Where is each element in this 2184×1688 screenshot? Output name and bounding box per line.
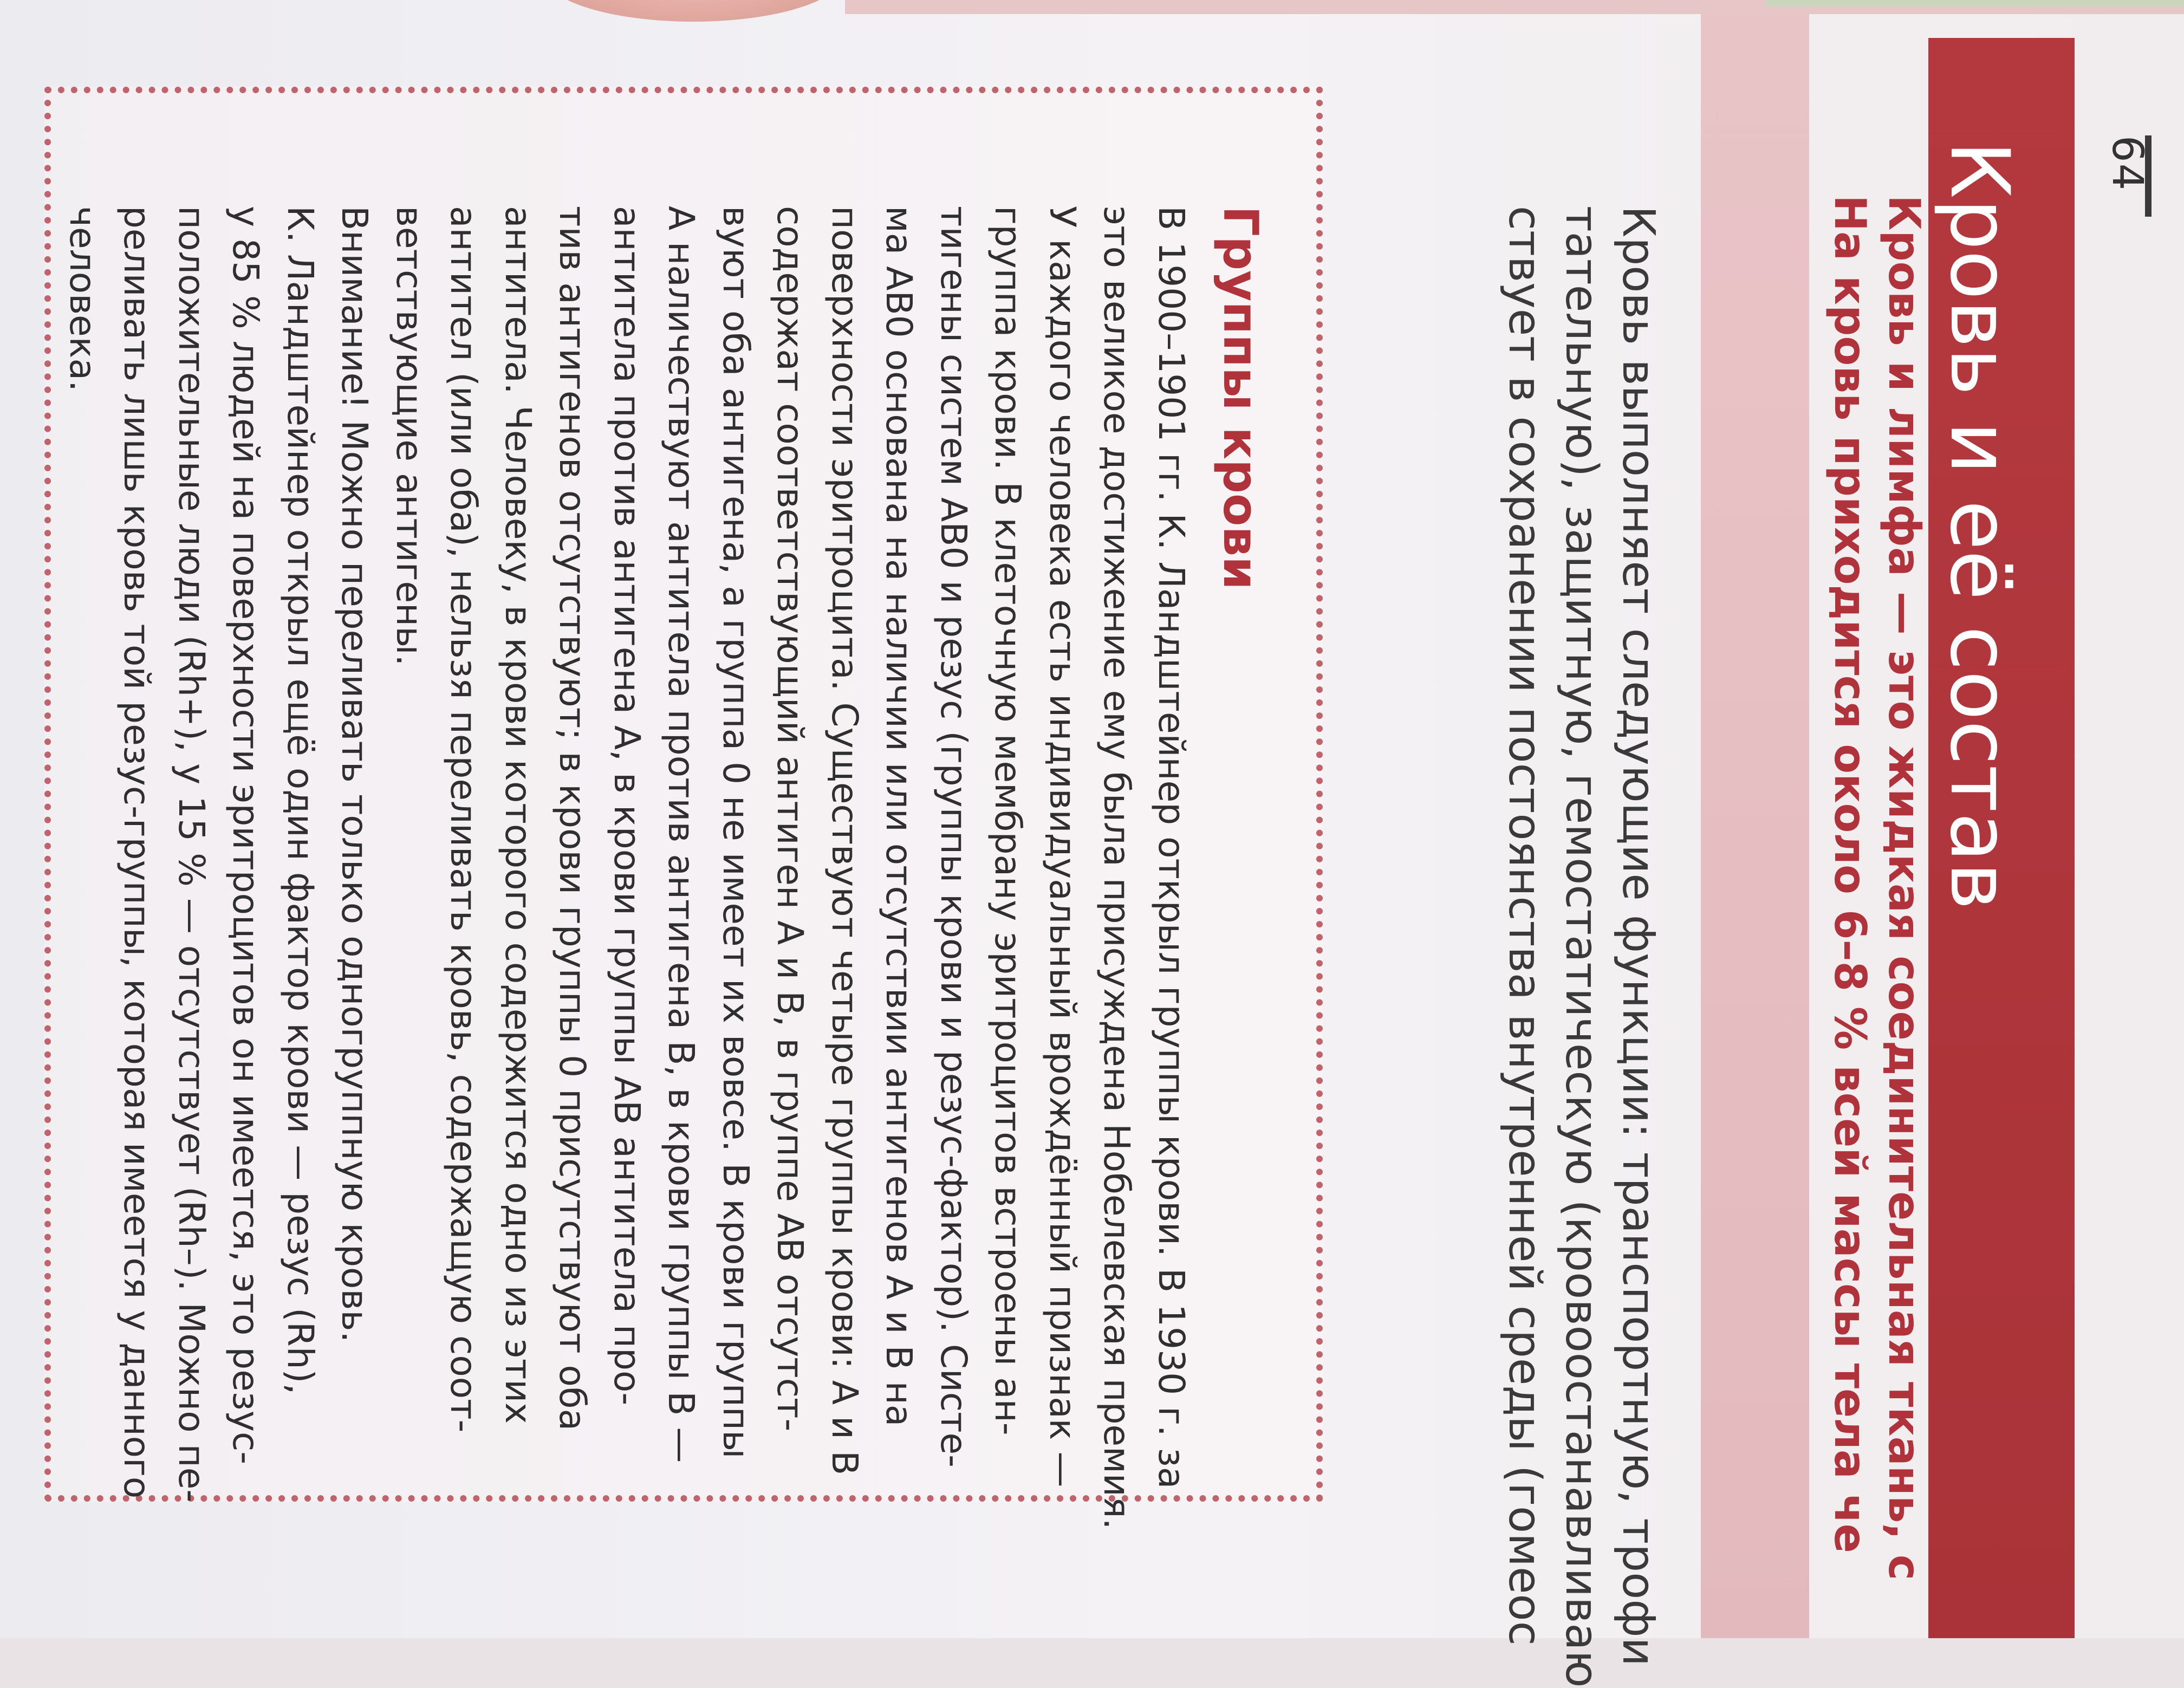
- intro-line: ствует в сохранении постоянства внутренней среды (гомеос: [1499, 206, 1550, 1646]
- intro-line: Кровь выполняет следующие функции: транспортную, трофи: [1613, 206, 1664, 1666]
- sidebar-line: У каждого человека есть индивидуальный врождённый признак —: [1042, 206, 1083, 1488]
- sidebar-line: Внимание! Можно переливать только одногруппную кровь.: [334, 206, 376, 1343]
- sidebar-line: антитела против антигена А, в крови группы АВ антитела про-: [606, 206, 648, 1406]
- sidebar-line: антител (или оба), нельзя переливать кровь, содержащую соот-: [443, 206, 485, 1433]
- page-number: 64: [2103, 135, 2152, 192]
- sidebar-line: антитела. Человеку, в крови которого содержится одно из этих: [497, 206, 539, 1424]
- lead-line: Кровь и лимфа — это жидкая соединительная ткань, с: [1879, 195, 1929, 1581]
- sidebar-line: В 1900–1901 гг. К. Ландштейнер открыл группы крови. В 1930 г. за: [1150, 206, 1192, 1489]
- sidebar-title: Группы крови: [1213, 206, 1269, 590]
- sidebar-text: [55, 206, 1199, 1530]
- sidebar-line: человека.: [62, 206, 103, 392]
- sidebar-line: ма АВ0 основана на наличии или отсутствии антигенов А и В на: [878, 206, 920, 1427]
- sidebar-line: А наличествуют антитела против антигена В, в крови группы В —: [660, 206, 703, 1463]
- sidebar-line: ветствующие антигены.: [388, 206, 430, 666]
- sidebar-line: вуют оба антигена, а группа 0 не имеет их вовсе. В крови группы: [715, 206, 757, 1459]
- sidebar-line: содержат соответствующий антиген А и В, в группе АВ отсутст-: [769, 206, 811, 1432]
- sidebar-line: группа крови. В клеточную мембрану эритроцитов встроены ан-: [987, 206, 1029, 1436]
- sidebar-line: тигены систем АВ0 и резус (группы крови и резус-фактор). Систе-: [933, 206, 974, 1468]
- page-title: Кровь и её состав: [1932, 141, 2027, 910]
- sidebar-line: реливать лишь кровь той резус-группы, которая имеется у данного: [116, 206, 158, 1499]
- sidebar-line: у 85 % людей на поверхности эритроцитов он имеется, это резус-: [225, 206, 267, 1465]
- sidebar-line: К. Ландштейнер открыл ещё один фактор крови — резус (Rh),: [280, 206, 321, 1395]
- lead-line: На кровь приходится около 6–8 % всей массы тела че: [1825, 195, 1875, 1553]
- sidebar-line: это великое достижение ему была присуждена Нобелевская премия.: [1096, 206, 1138, 1530]
- intro-line: тательную), защитную, гемостатическую (кровоостанавливаю: [1556, 206, 1607, 1688]
- sidebar-line: тив антигенов отсутствуют; в крови группы 0 присутствуют оба: [551, 206, 594, 1431]
- sidebar-line: положительные люди (Rh+), у 15 % — отсутствует (Rh–). Можно пе-: [171, 206, 212, 1503]
- sidebar-line: поверхности эритроцита. Существуют четыре группы крови: А и В: [824, 206, 866, 1476]
